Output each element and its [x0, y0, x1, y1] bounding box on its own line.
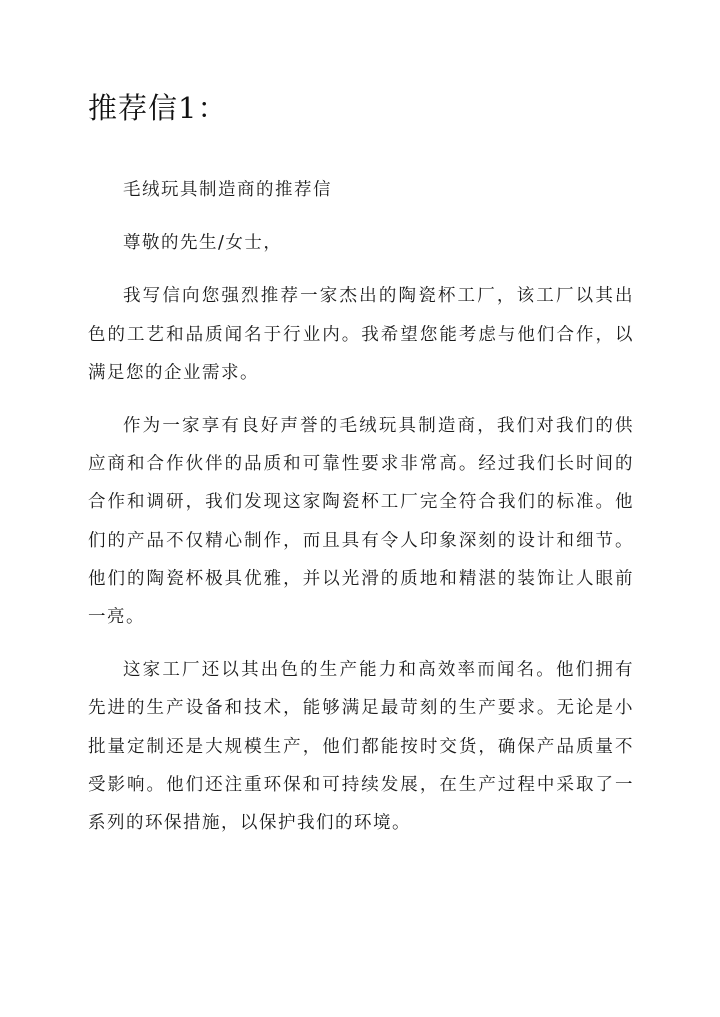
letter-paragraph-1: 我写信向您强烈推荐一家杰出的陶瓷杯工厂，该工厂以其出色的工艺和品质闻名于行业内。我希望您能考虑与他们合作，以满足您的企业需求。 — [88, 286, 634, 383]
letter-paragraph-2: 作为一家享有良好声誉的毛绒玩具制造商，我们对我们的供应商和合作伙伴的品质和可靠性要求非常高。经过我们长时间的合作和调研，我们发现这家陶瓷杯工厂完全符合我们的标准。他们的产品不仅精心制作，而且具有令人印象深刻的设计和细节。他们的陶瓷杯极具优雅，并以光滑的质地和精湛的装饰让人眼前一亮。 — [88, 416, 634, 628]
document-title: 推荐信1： — [88, 91, 228, 125]
letter-subtitle: 毛绒玩具制造商的推荐信 — [123, 180, 332, 200]
letter-body — [88, 171, 634, 857]
letter-paragraph-3: 这家工厂还以其出色的生产能力和高效率而闻名。他们拥有先进的生产设备和技术，能够满足最苛刻的生产要求。无论是小批量定制还是大规模生产，他们都能按时交货，确保产品质量不受影响。他们还注重环保和可持续发展，在生产过程中采取了一系列的环保措施，以保护我们的环境。 — [88, 660, 634, 834]
letter-salutation: 尊敬的先生/女士， — [123, 233, 283, 254]
